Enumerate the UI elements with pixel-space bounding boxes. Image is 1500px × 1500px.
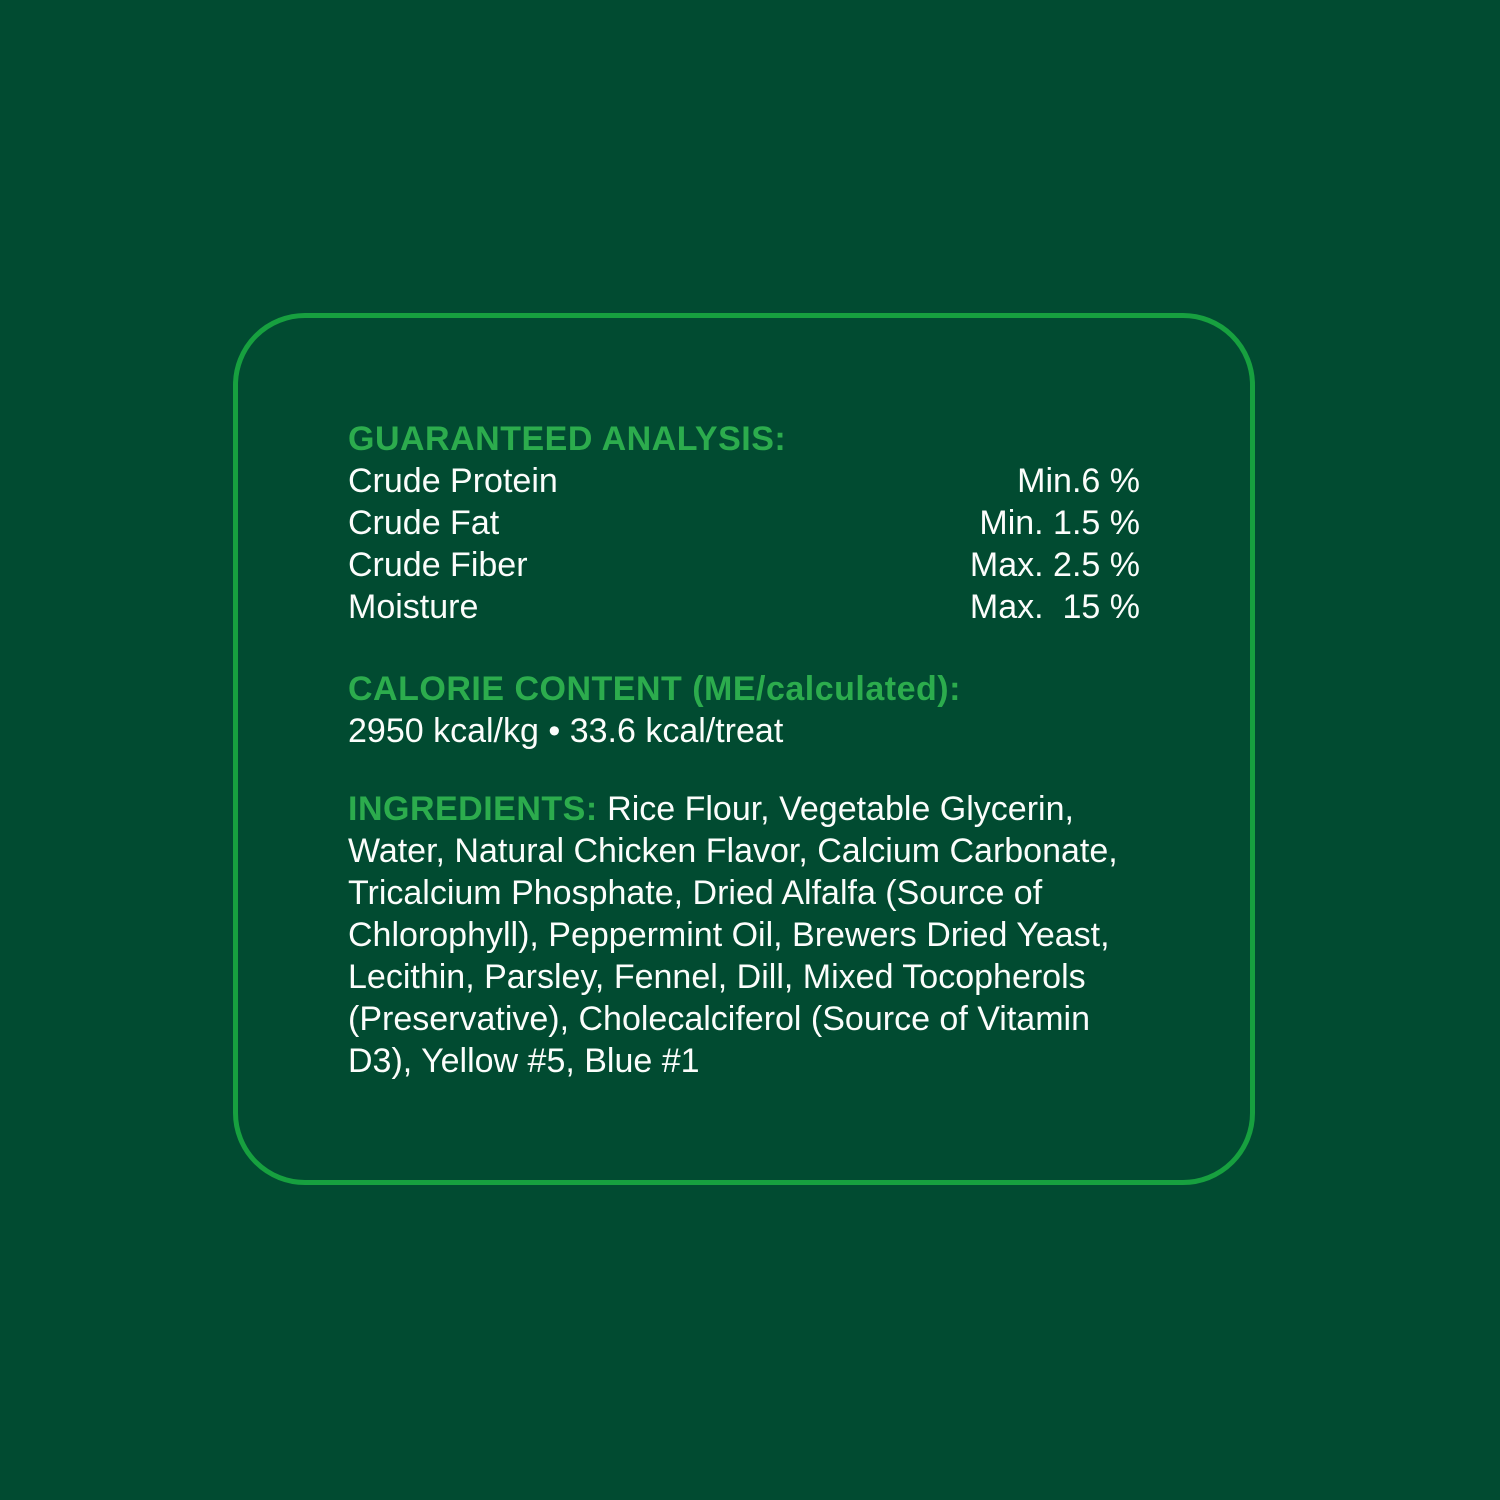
ingredients-paragraph [348, 788, 1148, 1082]
label-panel [233, 313, 1255, 1185]
nutrient-name: Crude Fiber [348, 546, 528, 584]
label-content [348, 418, 1148, 1082]
ingredients-text: Rice Flour, Vegetable Glycerin, Water, Natural Chicken Flavor, Calcium Carbonate, Tricalcium Phosphate, Dried Alfalfa (Source of Chlorophyll), Peppermint Oil, Brewers Dried Yeast, Lecithin, Parsley, Fennel, Dill, Mixed Tocopherols (Preservative), Cholecalciferol (Source of Vitamin D3), Yellow #5, Blue #1 [348, 790, 1118, 1080]
calorie-content-value: 2950 kcal/kg • 33.6 kcal/treat [348, 712, 784, 750]
nutrient-value: Max. 2.5 % [969, 546, 1140, 584]
nutrient-value: Min. 1.5 % [979, 504, 1140, 542]
analysis-row-moisture [348, 586, 1140, 628]
nutrient-name: Crude Protein [348, 462, 558, 500]
nutrient-name: Crude Fat [348, 504, 500, 542]
guaranteed-analysis-section [348, 418, 1148, 628]
analysis-row-crude-fat [348, 502, 1140, 544]
analysis-row-crude-protein [348, 460, 1140, 502]
calorie-content-section [348, 668, 1148, 752]
nutrient-name: Moisture [348, 588, 479, 626]
ingredients-heading: INGREDIENTS: [348, 790, 598, 828]
guaranteed-analysis-heading: GUARANTEED ANALYSIS: [348, 420, 787, 458]
analysis-row-crude-fiber [348, 544, 1140, 586]
ingredients-section [348, 788, 1148, 1082]
analysis-table [348, 460, 1140, 628]
nutrient-value: Max. 15 % [969, 588, 1140, 626]
nutrient-value: Min.6 % [1017, 462, 1140, 500]
calorie-content-heading: CALORIE CONTENT (ME/calculated): [348, 670, 961, 708]
